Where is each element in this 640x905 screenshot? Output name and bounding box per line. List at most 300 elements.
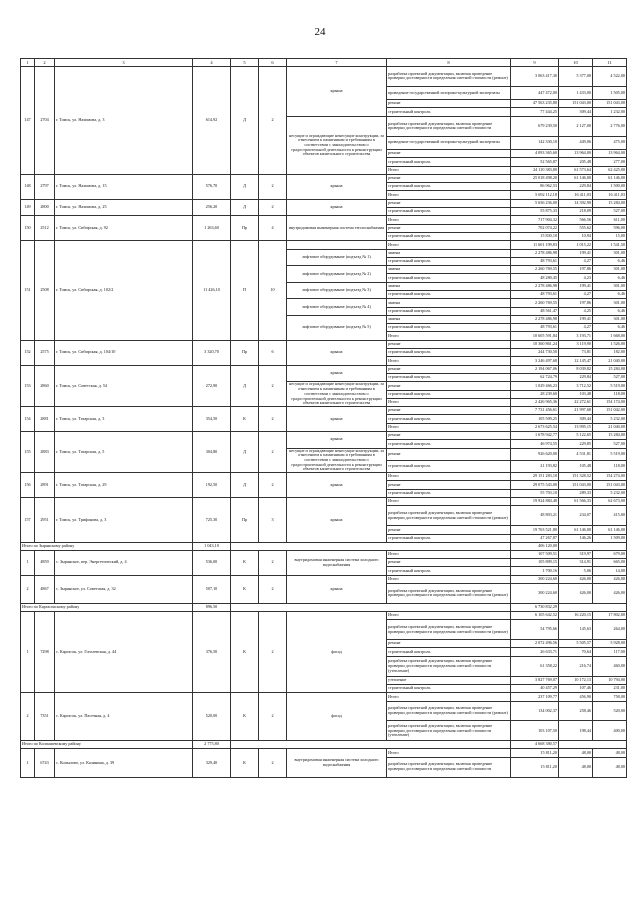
- floors: 6: [259, 340, 287, 365]
- work-type: крыша: [287, 432, 387, 449]
- work-item: Итого: [387, 575, 511, 583]
- work-item: ремонт: [387, 149, 511, 157]
- limit-cost: 118,00: [593, 460, 627, 472]
- unit-cost: 1 015,22: [559, 241, 593, 249]
- work-item: строительный контроль: [387, 684, 511, 692]
- unit-cost: 16 220,15: [559, 611, 593, 619]
- limit-cost: 527,00: [593, 208, 627, 216]
- cost: 2 278 486,98: [511, 249, 559, 257]
- unit-cost: 4,27: [559, 324, 593, 332]
- cost: 21 193,82: [511, 460, 559, 472]
- work-type: лифтовое оборудование (подъезд № 2): [287, 266, 387, 283]
- page-number: 24: [314, 26, 326, 38]
- work-item: разработка проектной документации, включая проведение проверки достоверности определения сметной стоимости (утепление): [387, 656, 511, 676]
- row-number: 1: [21, 749, 35, 777]
- floors: 2: [259, 432, 287, 473]
- house-code: 2797: [35, 174, 55, 199]
- limit-cost: 665,00: [593, 559, 627, 567]
- work-type: лифтовое оборудование (подъезд № 5): [287, 315, 387, 340]
- limit-cost: 5 232,00: [593, 489, 627, 497]
- work-item: Итого: [387, 611, 511, 619]
- work-type: крыша: [287, 473, 387, 498]
- house-code: 2881: [35, 407, 55, 432]
- cost: 142 330,10: [511, 136, 559, 149]
- cost: 2 426 965,36: [511, 398, 559, 406]
- class: Пр: [231, 498, 259, 543]
- limit-cost: 17 802,00: [593, 611, 627, 619]
- unit-cost: 21 997,68: [559, 407, 593, 415]
- table-row: [21, 340, 627, 348]
- work-type: несущие и ограждающие ненесущие конструкции, за отнесением к памятникам и требованиям в соответствии с законодательством о градостроительной деятельности к реконструкции объектов капитального строительства: [287, 382, 387, 407]
- cost: 48 803,21: [511, 506, 559, 526]
- house-code: 2860: [35, 365, 55, 406]
- work-item: Итого: [387, 498, 511, 506]
- limit-cost: 151 042,00: [593, 407, 627, 415]
- address: с. Зырянское, ул. Советская, д. 32: [55, 575, 193, 603]
- work-item: ремонт: [387, 174, 511, 182]
- class: Пр: [231, 216, 259, 241]
- column-header: 4: [193, 59, 231, 67]
- cost: 24 110 383,80: [511, 166, 559, 174]
- column-header: 6: [259, 59, 287, 67]
- column-header: 5: [231, 59, 259, 67]
- cost: 19 924 884,48: [511, 498, 559, 506]
- unit-cost: 234,07: [559, 506, 593, 526]
- district-total-area: 1 043,10: [193, 542, 231, 550]
- cost: 1 700,16: [511, 567, 559, 575]
- unit-cost: 199,41: [559, 249, 593, 257]
- work-type: лифтовое оборудование (подъезд № 1): [287, 249, 387, 266]
- work-item: строительный контроль: [387, 232, 511, 240]
- area: 354,50: [193, 407, 231, 432]
- work-item: строительный контроль: [387, 324, 511, 332]
- limit-cost: 679,00: [593, 550, 627, 558]
- unit-cost: 229,84: [559, 183, 593, 191]
- empty-cell: [231, 603, 511, 611]
- work-item: строительный контроль: [387, 208, 511, 216]
- unit-cost: 48,00: [559, 749, 593, 757]
- row-number: 153: [21, 365, 35, 406]
- cost: 47 267,87: [511, 534, 559, 542]
- unit-cost: 314,91: [559, 559, 593, 567]
- cost: 55 875,33: [511, 208, 559, 216]
- work-type: крыша: [287, 365, 387, 382]
- work-item: Итого: [387, 473, 511, 481]
- district-total-row: [21, 542, 627, 550]
- unit-cost: 151 043,00: [559, 481, 593, 489]
- unit-cost: 107,46: [559, 684, 593, 692]
- row-number: 149: [21, 199, 35, 216]
- address: г. Томск, ул. Советская, д. 54: [55, 365, 193, 406]
- work-item: строительный контроль: [387, 183, 511, 191]
- work-type: несущие и ограждающие ненесущие конструкции, за отнесением к памятникам и требованиям в соответствии с законодательством о градостроительной деятельности к реконструкции объектов капитального строительства: [287, 116, 387, 174]
- cost: 1 029 466,23: [511, 382, 559, 390]
- work-item: строительный контроль: [387, 648, 511, 656]
- work-item: строительный контроль: [387, 349, 511, 357]
- limit-cost: 301,00: [593, 315, 627, 323]
- unit-cost: 289,33: [559, 489, 593, 497]
- house-code: 2883: [35, 432, 55, 473]
- work-item: Итого: [387, 550, 511, 558]
- work-item: замена: [387, 249, 511, 257]
- unit-cost: 61 573,64: [559, 166, 593, 174]
- cost: 48 561,47: [511, 307, 559, 315]
- unit-cost: 456,90: [559, 693, 593, 701]
- work-item: замена: [387, 282, 511, 290]
- limit-cost: 1 500,00: [593, 183, 627, 191]
- unit-cost: 4,27: [559, 257, 593, 265]
- work-item: разработка проектной документации, включая проведение проверки достоверности определения сметной стоимости: [387, 757, 511, 777]
- unit-cost: 319,97: [559, 550, 593, 558]
- cost: 2 194 067,06: [511, 365, 559, 373]
- work-item: проведение государственной историко-культурной экспертизы: [387, 136, 511, 149]
- limit-cost: 400,00: [593, 721, 627, 741]
- limit-cost: 520,00: [593, 701, 627, 721]
- work-type: крыша: [287, 575, 387, 603]
- work-type: несущие и ограждающие ненесущие конструкции, за отнесением к памятникам и требованиям в соответствии с законодательством о градостроительной деятельности к реконструкции объектов капитального строительства: [287, 448, 387, 473]
- work-item: ремонт: [387, 481, 511, 489]
- limit-cost: 61 146,00: [593, 174, 627, 182]
- area: 329,40: [193, 749, 231, 777]
- limit-cost: 1 526,00: [593, 340, 627, 348]
- district-total-sum: 4 668 380,57: [511, 741, 559, 749]
- cost: 134 002,37: [511, 701, 559, 721]
- work-item: строительный контроль: [387, 534, 511, 542]
- unit-cost: 151 328,52: [559, 473, 593, 481]
- class: К: [231, 749, 259, 777]
- cost: 447 472,00: [511, 86, 559, 99]
- cost: 48 793,61: [511, 257, 559, 265]
- unit-cost: 16 411,03: [559, 191, 593, 199]
- work-item: строительный контроль: [387, 440, 511, 448]
- table-row: [21, 575, 627, 583]
- class: Д: [231, 365, 259, 406]
- cost: 107 509,51: [511, 550, 559, 558]
- class: Д: [231, 67, 259, 175]
- district-total-row: [21, 741, 627, 749]
- district-total-sum: 406 120,00: [511, 542, 559, 550]
- unit-cost: 205,48: [559, 158, 593, 166]
- limit-cost: 6,46: [593, 307, 627, 315]
- district-total-area: 2 775,80: [193, 741, 231, 749]
- cost: 5 656 236,00: [511, 199, 559, 207]
- unit-cost: 61 146,00: [559, 526, 593, 534]
- empty-cell: [231, 542, 511, 550]
- limit-cost: 15 284,00: [593, 365, 627, 373]
- limit-cost: 1 541,50: [593, 241, 627, 249]
- cost: 26 633,71: [511, 648, 559, 656]
- house-code: 4859: [35, 550, 55, 575]
- unit-cost: 5 122,65: [559, 432, 593, 440]
- house-code: 7298: [35, 611, 55, 692]
- work-type: крыша: [287, 199, 387, 216]
- work-item: ремонт: [387, 382, 511, 390]
- unit-cost: 229,84: [559, 373, 593, 381]
- area: 272,90: [193, 365, 231, 406]
- work-item: строительный контроль: [387, 415, 511, 423]
- unit-cost: 216,74: [559, 656, 593, 676]
- work-type: внутридомовая инженерная система теплоснабжения: [287, 216, 387, 241]
- limit-cost: 13 964,00: [593, 149, 627, 157]
- unit-cost: 61 566,33: [559, 498, 593, 506]
- limit-cost: 611,00: [593, 216, 627, 224]
- work-item: строительный контроль: [387, 307, 511, 315]
- work-item: замена: [387, 299, 511, 307]
- unit-cost: 426,00: [559, 584, 593, 604]
- address: г. Томск, ул. Сибирская, д. 102/2: [55, 241, 193, 341]
- work-type: [287, 241, 387, 249]
- unit-cost: 61 146,00: [559, 174, 593, 182]
- area: 376,50: [193, 611, 231, 692]
- floors: 10: [259, 241, 287, 341]
- limit-cost: 301,00: [593, 282, 627, 290]
- address: г. Томск, ул. Нахимова, д. 15: [55, 174, 193, 199]
- unit-cost: 151 043,00: [559, 100, 593, 108]
- work-item: ремонт: [387, 199, 511, 207]
- cost: 48 793,61: [511, 290, 559, 298]
- address: г. Томск, ул. Сибирская, д. 92: [55, 216, 193, 241]
- cost: 679 239,50: [511, 116, 559, 136]
- floors: 2: [259, 473, 287, 498]
- limit-cost: 118,00: [593, 390, 627, 398]
- limit-cost: 1 232,00: [593, 108, 627, 116]
- limit-cost: 1 505,00: [593, 86, 627, 99]
- work-item: ремонт: [387, 448, 511, 460]
- limit-cost: 151 043,00: [593, 100, 627, 108]
- limit-cost: 117,00: [593, 648, 627, 656]
- address: с. Каргасок, ул. Пасечная, д. 4: [55, 693, 193, 741]
- work-item: Итого: [387, 749, 511, 757]
- table-row: [21, 611, 627, 619]
- work-item: строительный контроль: [387, 489, 511, 497]
- limit-cost: 475,00: [593, 136, 627, 149]
- cost: 2 673 625,54: [511, 423, 559, 431]
- area: 536,00: [193, 550, 231, 575]
- column-header: 8: [387, 59, 511, 67]
- address: г. Томск, ул. Трифонова, д. 3: [55, 498, 193, 543]
- table-row: [21, 432, 627, 440]
- floors: 2: [259, 365, 287, 406]
- floors: 2: [259, 693, 287, 741]
- limit-cost: 62 673,00: [593, 498, 627, 506]
- unit-cost: 73,81: [559, 349, 593, 357]
- unit-cost: 218,09: [559, 208, 593, 216]
- limit-cost: 527,00: [593, 440, 627, 448]
- cost: 6 105 642,52: [511, 611, 559, 619]
- unit-cost: 146,26: [559, 534, 593, 542]
- cost: 3 827 769,07: [511, 676, 559, 684]
- class: Д: [231, 199, 259, 216]
- area: 507,10: [193, 575, 231, 603]
- work-type: лифтовое оборудование (подъезд № 3): [287, 282, 387, 299]
- house-code: 2891: [35, 473, 55, 498]
- work-type: крыша: [287, 340, 387, 365]
- column-header: 9: [511, 59, 559, 67]
- unit-cost: 10 172,13: [559, 676, 593, 684]
- work-item: ремонт: [387, 224, 511, 232]
- house-code: 2704: [35, 67, 55, 175]
- class: К: [231, 693, 259, 741]
- limit-cost: 301,00: [593, 249, 627, 257]
- limit-cost: 231,00: [593, 684, 627, 692]
- work-item: строительный контроль: [387, 108, 511, 116]
- unit-cost: 12 145,47: [559, 357, 593, 365]
- empty-cell: [231, 741, 511, 749]
- cost: 55 703,10: [511, 489, 559, 497]
- work-item: строительный контроль: [387, 460, 511, 472]
- limit-cost: 6,46: [593, 290, 627, 298]
- work-item: замена: [387, 315, 511, 323]
- cost: 2 278 486,98: [511, 315, 559, 323]
- limit-cost: 6,46: [593, 257, 627, 265]
- house-code: 2508: [35, 241, 55, 341]
- house-code: 2800: [35, 199, 55, 216]
- area: 725,30: [193, 498, 231, 543]
- work-type: лифтовое оборудование (подъезд № 4): [287, 299, 387, 316]
- limit-cost: 15 284,00: [593, 432, 627, 440]
- cost: 46 974,55: [511, 440, 559, 448]
- cost: 52 565,87: [511, 158, 559, 166]
- unit-cost: 566,56: [559, 216, 593, 224]
- cost: 15 811,20: [511, 749, 559, 757]
- limit-cost: 5 232,00: [593, 415, 627, 423]
- unit-cost: 22 272,61: [559, 398, 593, 406]
- work-item: строительный контроль: [387, 158, 511, 166]
- work-item: Итого: [387, 241, 511, 249]
- work-item: разработка проектной документации, включая проведение проверки достоверности определения сметной стоимости: [387, 116, 511, 136]
- row-number: 152: [21, 340, 35, 365]
- class: Д: [231, 473, 259, 498]
- unit-cost: 5 377,00: [559, 67, 593, 87]
- work-type: фасад: [287, 611, 387, 692]
- area: 614,92: [193, 67, 231, 175]
- work-item: разработка проектной документации, включая проведение проверки достоверности определения сметной стоимости (ремонт): [387, 620, 511, 640]
- table-row: [21, 749, 627, 757]
- unit-cost: 555,62: [559, 224, 593, 232]
- cost: 47 563 235,80: [511, 100, 559, 108]
- cost: 4 093 365,60: [511, 149, 559, 157]
- unit-cost: 197,86: [559, 299, 593, 307]
- unit-cost: 426,00: [559, 575, 593, 583]
- work-item: Итого: [387, 216, 511, 224]
- limit-cost: 415,00: [593, 506, 627, 526]
- floors: 4: [259, 216, 287, 241]
- cost: 702 074,22: [511, 224, 559, 232]
- address: г. Томск, ул. Татарская, д. 3: [55, 407, 193, 432]
- unit-cost: 8 039,82: [559, 365, 593, 373]
- limit-cost: 16 411,03: [593, 191, 627, 199]
- cost: 300 224,60: [511, 584, 559, 604]
- unit-cost: 199,41: [559, 315, 593, 323]
- house-code: 4867: [35, 575, 55, 603]
- unit-cost: 449,06: [559, 136, 593, 149]
- cost: 1 678 942,77: [511, 432, 559, 440]
- limit-cost: 426,00: [593, 584, 627, 604]
- limit-cost: 151 043,00: [593, 481, 627, 489]
- cost: 40 457,29: [511, 684, 559, 692]
- floors: 3: [259, 498, 287, 543]
- table-row: [21, 67, 627, 87]
- work-type: фасад: [287, 693, 387, 741]
- class: К: [231, 550, 259, 575]
- cost: 2 260 769,55: [511, 266, 559, 274]
- unit-cost: 13 995,15: [559, 423, 593, 431]
- work-item: ремонт: [387, 100, 511, 108]
- class: Д: [231, 432, 259, 473]
- cost: 77 444,25: [511, 108, 559, 116]
- capital-repair-table: [20, 58, 627, 778]
- table-row: [21, 174, 627, 182]
- header-row: [21, 59, 627, 67]
- row-number: 154: [21, 407, 35, 432]
- row-number: 157: [21, 498, 35, 543]
- address: с. Копылово, ул. Калинина, д. 39: [55, 749, 193, 777]
- limit-cost: 301,00: [593, 299, 627, 307]
- unit-cost: 3 712,52: [559, 382, 593, 390]
- area: 192,50: [193, 473, 231, 498]
- table-row: [21, 365, 627, 373]
- limit-cost: 1 509,00: [593, 534, 627, 542]
- area: 1 263,60: [193, 216, 231, 241]
- unit-cost: 3 193,71: [559, 332, 593, 340]
- unit-cost: 5 505,57: [559, 640, 593, 648]
- unit-cost: 258,46: [559, 701, 593, 721]
- limit-cost: 527,00: [593, 373, 627, 381]
- limit-cost: 6,46: [593, 324, 627, 332]
- work-item: Итого: [387, 693, 511, 701]
- unit-cost: 1 433,00: [559, 86, 593, 99]
- district-total-sum: 6 730 832,29: [511, 603, 559, 611]
- column-header: 1: [21, 59, 35, 67]
- cost: 54 795,66: [511, 620, 559, 640]
- cost: 3 063 417,30: [511, 67, 559, 87]
- column-header: 11: [593, 59, 627, 67]
- limit-cost: 15 284,00: [593, 199, 627, 207]
- empty-cell: [559, 741, 627, 749]
- limit-cost: 5 928,00: [593, 640, 627, 648]
- unit-cost: 4 531,81: [559, 448, 593, 460]
- cost: 61 358,22: [511, 656, 559, 676]
- work-item: строительный контроль: [387, 373, 511, 381]
- work-item: ремонт: [387, 432, 511, 440]
- cost: 2 260 769,55: [511, 299, 559, 307]
- work-item: Итого: [387, 166, 511, 174]
- limit-cost: 6,46: [593, 274, 627, 282]
- district-total-label: Итого по Колпашевскому району: [21, 741, 193, 749]
- area: 11 426,10: [193, 241, 231, 341]
- unit-cost: 229,85: [559, 440, 593, 448]
- limit-cost: 182,00: [593, 349, 627, 357]
- unit-cost: 105,48: [559, 460, 593, 472]
- address: г. Томск, ул. Нахимова, д. 3: [55, 67, 193, 175]
- row-number: 2: [21, 575, 35, 603]
- limit-cost: 154 174,00: [593, 398, 627, 406]
- class: Д: [231, 174, 259, 199]
- limit-cost: 10 794,00: [593, 676, 627, 684]
- cost: 2 072 496,56: [511, 640, 559, 648]
- work-item: ремонт: [387, 365, 511, 373]
- cost: 7 731 456,61: [511, 407, 559, 415]
- unit-cost: 48,00: [559, 757, 593, 777]
- cost: 237 109,77: [511, 693, 559, 701]
- table-row: [21, 407, 627, 415]
- work-item: Итого: [387, 357, 511, 365]
- unit-cost: 4,23: [559, 274, 593, 282]
- column-header: 7: [287, 59, 387, 67]
- limit-cost: 277,00: [593, 158, 627, 166]
- row-number: 2: [21, 693, 35, 741]
- row-number: 156: [21, 473, 35, 498]
